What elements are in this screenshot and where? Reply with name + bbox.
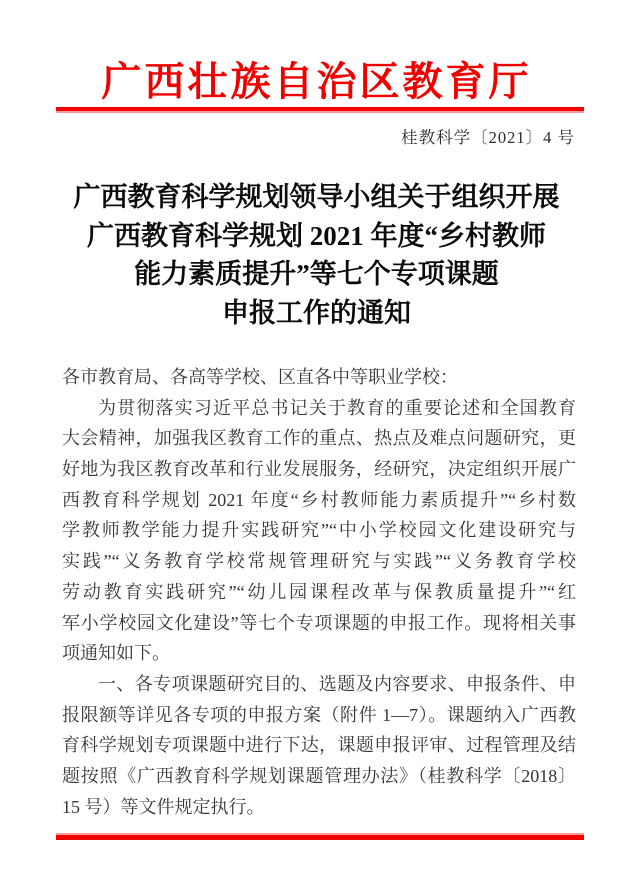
- body-line: 报限额等详见各专项的申报方案（附件 1—7）。课题纳入广西教: [62, 704, 576, 725]
- body-line: 军小学校园文化建设”等七个专项课题的申报工作。现将相关事: [62, 612, 576, 633]
- header-divider-line: [56, 107, 584, 113]
- body-line: 大会精神，加强我区教育工作的重点、热点及难点问题研究，更: [62, 428, 576, 449]
- paragraph: [62, 669, 576, 822]
- body-line: 一、各专项课题研究目的、选题及内容要求、申报条件、申: [98, 673, 576, 694]
- title-line: 广西教育科学规划领导小组关于组织开展: [73, 182, 560, 212]
- body-line: 15 号）等文件规定执行。: [62, 796, 265, 817]
- document-number: 桂教科学〔2021〕4 号: [401, 128, 575, 147]
- footer-divider-line: [56, 833, 584, 840]
- title-line: 申报工作的通知: [222, 297, 411, 328]
- title-line: 能力素质提升”等七个专项课题: [134, 259, 499, 289]
- body-line: 实践”“义务教育学校常规管理研究与实践”“义务教育学校: [62, 551, 576, 572]
- body-line: 劳动教育实践研究”“幼儿园课程改革与保教质量提升”“红: [62, 581, 576, 602]
- body-line: 项通知如下。: [62, 643, 170, 664]
- body-line: 西教育科学规划 2021 年度“乡村教师能力素质提升”“乡村数: [62, 489, 576, 510]
- paragraph: [62, 393, 576, 669]
- salutation-line: 各市教育局、各高等学校、区直各中等职业学校：: [62, 367, 458, 387]
- body-line: 育科学规划专项课题中进行下达，课题申报评审、过程管理及结: [62, 735, 576, 756]
- body-line: 为贯彻落实习近平总书记关于教育的重要论述和全国教育: [98, 397, 576, 418]
- title-line: 广西教育科学规划 2021 年度“乡村教师: [87, 220, 546, 251]
- body-line: 学教师教学能力提升实践研究”“中小学校园文化建设研究与: [62, 520, 576, 541]
- body-line: 好地为我区教育改革和行业发展服务，经研究，决定组织开展广: [62, 459, 576, 480]
- document-title: [0, 178, 633, 332]
- org-name-header: 广西壮族自治区教育厅: [101, 59, 532, 104]
- body-line: 题按照《广西教育科学规划课题管理办法》（桂教科学〔2018〕: [62, 765, 576, 786]
- document-body: [62, 362, 576, 822]
